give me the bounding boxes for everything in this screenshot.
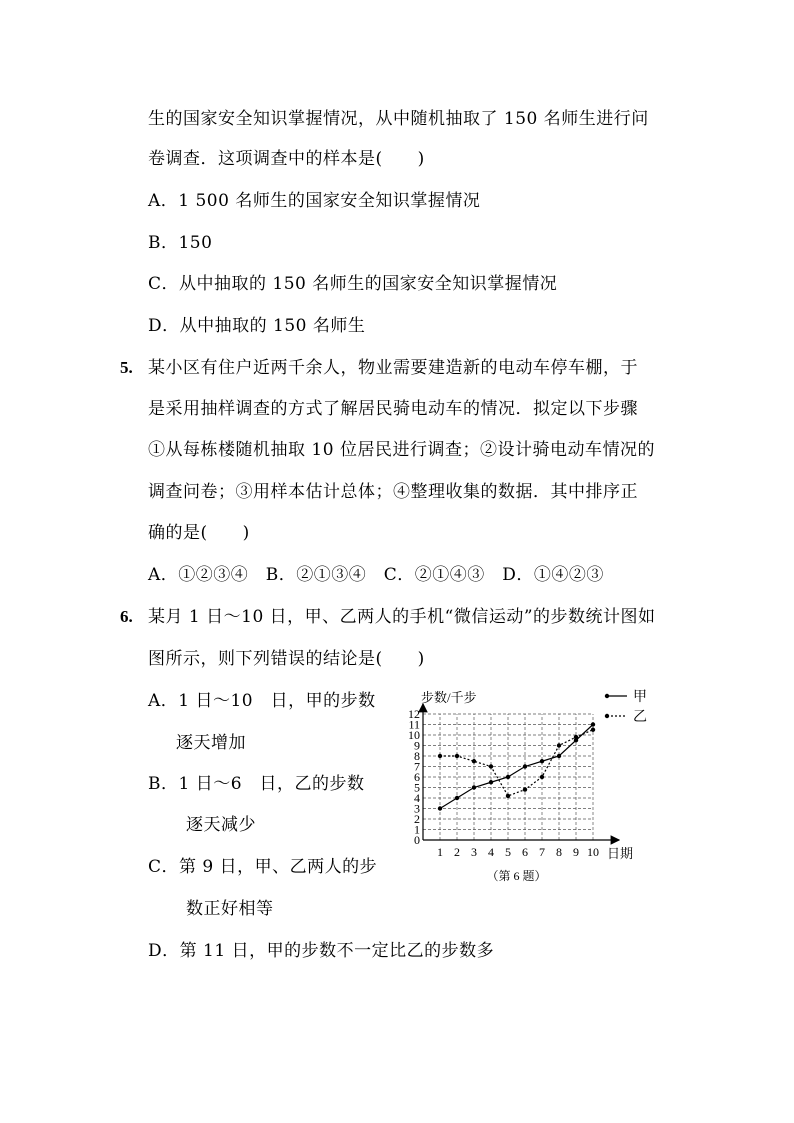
x-tick-label: 7 (539, 845, 545, 859)
chart-caption: （第 6 题） (486, 869, 547, 883)
y-tick-label: 3 (414, 801, 420, 816)
y-tick-label: 5 (414, 780, 420, 795)
y-tick-label: 12 (408, 707, 420, 721)
q5-number: 5. (120, 358, 133, 377)
y-tick-label: 8 (414, 749, 420, 763)
q5-stem-line-5: 确的是( ) (148, 523, 250, 543)
q6-stem-line-2: 图所示，则下列错误的结论是( ) (148, 649, 425, 669)
series-point-1 (506, 775, 510, 779)
y-tick-label: 1 (414, 822, 420, 837)
x-axis-title: 日期 (607, 846, 634, 861)
x-tick-label: 4 (488, 845, 494, 859)
legend-label-1: 甲 (633, 690, 647, 705)
x-tick-label: 8 (556, 845, 562, 859)
series-point-1 (523, 764, 527, 768)
series-point-2 (540, 775, 544, 779)
q4-option-a: A．1 500 名师生的国家安全知识掌握情况 (148, 191, 481, 211)
series-point-2 (455, 754, 459, 758)
series-point-1 (591, 722, 595, 726)
origin-label: 0 (414, 833, 420, 847)
q6-option-b-line-1: B．1 日～6 日，乙的步数 (148, 774, 365, 794)
series-point-1 (455, 796, 459, 800)
series-point-1 (489, 780, 493, 784)
q6-option-d: D．第 11 日，甲的步数不一定比乙的步数多 (148, 941, 495, 961)
q6-stem-line-1: 某月 1 日～10 日，甲、乙两人的手机“微信运动”的步数统计图如 (148, 607, 656, 627)
series-point-1 (472, 785, 476, 789)
series-point-2 (472, 759, 476, 763)
legend-label-2: 乙 (633, 710, 647, 725)
x-tick-label: 6 (522, 845, 528, 859)
x-tick-label: 10 (587, 845, 599, 859)
q6-option-b-line-2: 逐天减少 (186, 815, 256, 835)
series-point-2 (523, 787, 527, 791)
steps-line-chart (395, 682, 695, 892)
y-tick-label: 9 (414, 738, 420, 753)
series-line-2 (440, 730, 593, 796)
q5-stem-line-4: 调查问卷；③用样本估计总体；④整理收集的数据．其中排序正 (148, 482, 638, 502)
q4-stem-line-1: 生的国家安全知识掌握情况，从中随机抽取了 150 名师生进行问 (148, 109, 649, 129)
q4-stem-line-2: 卷调查．这项调查中的样本是( ) (148, 149, 425, 169)
series-point-1 (438, 806, 442, 810)
q4-option-c: C．从中抽取的 150 名师生的国家安全知识掌握情况 (148, 274, 558, 294)
q6-number: 6. (120, 607, 133, 626)
y-tick-label: 10 (408, 728, 420, 742)
series-point-2 (506, 794, 510, 798)
series-point-2 (489, 764, 493, 768)
series-point-1 (540, 759, 544, 763)
q6-option-a-line-1: A．1 日～10 日，甲的步数 (148, 691, 376, 711)
series-point-1 (557, 754, 561, 758)
q5-stem-line-3: ①从每栋楼随机抽取 10 位居民进行调查；②设计骑电动车情况的 (148, 440, 655, 460)
y-tick-label: 2 (414, 812, 420, 826)
y-tick-label: 11 (408, 717, 420, 732)
q6-option-c-line-1: C．第 9 日，甲、乙两人的步 (148, 857, 378, 877)
q4-option-b: B．150 (148, 233, 213, 253)
q5-stem-line-1: 某小区有住户近两千余人，物业需要建造新的电动车停车棚，于 (148, 358, 638, 378)
series-point-2 (438, 754, 442, 758)
series-point-2 (591, 728, 595, 732)
x-tick-label: 2 (454, 845, 460, 859)
x-tick-label: 5 (505, 845, 511, 859)
q6-option-a-line-2: 逐天增加 (176, 733, 246, 753)
x-tick-label: 3 (471, 845, 477, 859)
q4-option-d: D．从中抽取的 150 名师生 (148, 316, 366, 336)
q6-option-c-line-2: 数正好相等 (186, 899, 274, 919)
y-axis-title: 步数/千步 (421, 690, 477, 705)
y-tick-label: 6 (414, 770, 420, 784)
y-tick-label: 7 (414, 759, 420, 774)
q5-options: A．①②③④ B．②①③④ C．②①④③ D．①④②③ (148, 565, 604, 585)
x-tick-label: 9 (573, 845, 579, 859)
series-point-2 (557, 743, 561, 747)
y-tick-label: 4 (414, 791, 420, 805)
x-tick-label: 1 (437, 845, 443, 859)
chart-svg (395, 682, 695, 892)
q5-stem-line-2: 是采用抽样调查的方式了解居民骑电动车的情况．拟定以下步骤 (148, 399, 638, 419)
series-point-2 (574, 735, 578, 739)
